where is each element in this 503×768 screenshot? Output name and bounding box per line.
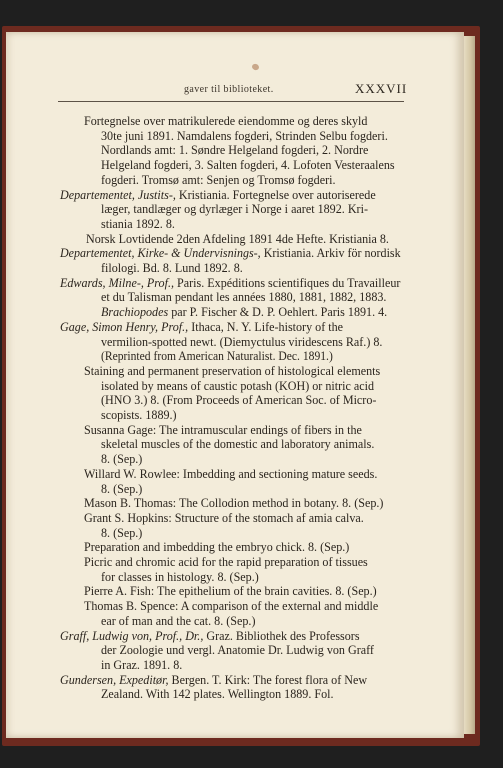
- text-line: [101, 481, 146, 497]
- text-line: [101, 157, 401, 173]
- line-text: 30te juni 1891. Namdalens fogderi, Strinden Selbu fogderi.: [101, 128, 388, 143]
- line-text: Nordlands amt: 1. Søndre Helgeland fogderi, 2. Nordre: [101, 143, 369, 158]
- text-line: [84, 466, 401, 482]
- line-text: (Reprinted from American Naturalist. Dec. 1891.): [101, 349, 333, 364]
- text-line: [101, 686, 391, 702]
- line-text: Ithaca, N. Y. Life-history of the: [188, 319, 344, 334]
- text-line: [86, 231, 401, 247]
- line-text: 8. (Sep.): [101, 452, 143, 467]
- text-line: [101, 260, 279, 276]
- line-text: scopists. 1889.): [101, 408, 177, 422]
- line-text: skeletal muscles of the domestic and laboratory animals.: [101, 437, 375, 452]
- text-line: [84, 510, 401, 526]
- text-line: [101, 348, 333, 364]
- line-text: fogderi. Tromsø amt: Senjen og Tromsø fogderi.: [101, 172, 336, 187]
- line-text: der Zoologie und vergl. Anatomie Dr. Ludwig von Graff: [101, 643, 374, 658]
- text-line: [101, 569, 286, 585]
- line-text: Helgeland fogderi, 3. Salten fogderi, 4. Lofoten Vesteraalens: [101, 158, 395, 173]
- author-name: Edwards, Milne-, Prof.,: [60, 275, 174, 290]
- text-line: [101, 613, 291, 629]
- line-text: Bergen. T. Kirk: The forest flora of New: [168, 672, 368, 687]
- text-line: [101, 304, 397, 320]
- text-line: [84, 363, 401, 379]
- text-line: [101, 289, 401, 305]
- line-text: 8. (Sep.): [101, 481, 143, 496]
- page-number: XXXVII: [355, 81, 408, 96]
- running-head: gaver til biblioteket.: [184, 84, 274, 95]
- line-text: filologi. Bd. 8. Lund 1892. 8.: [101, 261, 243, 275]
- author-name: Brachiopodes: [101, 305, 169, 320]
- text-line: [101, 142, 401, 158]
- line-text: par P. Fischer & D. P. Oehlert. Paris 1891. 4.: [168, 305, 388, 320]
- text-line: [60, 245, 399, 261]
- line-text: for classes in histology. 8. (Sep.): [101, 569, 259, 584]
- text-line: [84, 113, 401, 129]
- line-text: Fortegnelse over matrikulerede eiendomme og deres skyld: [84, 114, 368, 128]
- text-line: [101, 451, 146, 467]
- header-rule: [58, 101, 404, 102]
- line-text: in Graz. 1891. 8.: [101, 657, 183, 672]
- text-line: [84, 598, 401, 614]
- text-line: [101, 172, 359, 188]
- text-line: [84, 554, 401, 570]
- line-text: vermilion-spotted newt. (Diemyctulus viridescens Raf.) 8.: [101, 334, 383, 349]
- author-name: Gundersen, Expeditør,: [60, 672, 169, 687]
- page-edge: [464, 36, 475, 734]
- line-text: 8. (Sep.): [101, 525, 143, 540]
- line-text: Kristiania. Fortegnelse over autoriserede: [175, 187, 376, 202]
- line-text: (HNO 3.) 8. (From Proceeds of American Soc. of Micro-: [101, 393, 377, 408]
- text-line: [84, 539, 374, 555]
- text-line: [60, 672, 401, 688]
- author-name: Gage, Simon Henry, Prof.,: [60, 319, 189, 334]
- text-line: [101, 334, 401, 350]
- text-line: [84, 495, 401, 511]
- line-text: Susanna Gage: The intramuscular endings of fibers in the: [84, 422, 362, 437]
- line-text: Zealand. With 142 plates. Wellington 1889. Fol.: [101, 687, 334, 702]
- author-name: Graff, Ludwig von, Prof., Dr.,: [60, 628, 204, 643]
- author-name: Departementet, Justits-,: [60, 187, 176, 202]
- line-text: Mason B. Thomas: The Collodion method in botany. 8. (Sep.): [84, 496, 384, 511]
- line-text: læger, tandlæger og dyrlæger i Norge i aaret 1892. Kri-: [101, 202, 368, 217]
- text-line: [60, 275, 401, 291]
- text-line: [101, 642, 401, 658]
- line-text: Kristiania. Arkiv för nordisk: [260, 246, 401, 261]
- text-line: [101, 216, 211, 232]
- text-line: [101, 201, 401, 217]
- text-line: [84, 583, 401, 599]
- text-line: [60, 319, 401, 335]
- line-text: Willard W. Rowlee: Imbedding and sectioning mature seeds.: [84, 466, 378, 481]
- text-line: [84, 422, 401, 438]
- line-text: et du Talisman pendant les années 1880, 1881, 1882, 1883.: [101, 290, 387, 305]
- line-text: ear of man and the cat. 8. (Sep.): [101, 613, 256, 628]
- line-text: isolated by means of caustic potash (KOH) or nitric acid: [101, 378, 375, 393]
- line-text: Picric and chromic acid for the rapid preparation of tissues: [84, 555, 368, 569]
- text-line: [101, 392, 401, 408]
- text-line: [101, 436, 401, 452]
- line-text: Staining and permanent preservation of histological elements: [84, 363, 381, 378]
- line-text: Pierre A. Fish: The epithelium of the brain cavities. 8. (Sep.): [84, 584, 377, 599]
- text-line: [60, 628, 401, 644]
- text-line: [101, 378, 401, 394]
- author-name: Departementet, Kirke- & Undervisnings-,: [60, 246, 261, 261]
- line-text: Grant S. Hopkins: Structure of the stomach af amia calva.: [84, 510, 364, 525]
- line-text: Preparation and imbedding the embryo chick. 8. (Sep.): [84, 540, 350, 555]
- text-line: [101, 407, 185, 423]
- line-text: Thomas B. Spence: A comparison of the external and middle: [84, 599, 379, 614]
- line-text: stiania 1892. 8.: [101, 216, 175, 231]
- line-text: Norsk Lovtidende 2den Afdeling 1891 4de Hefte. Kristiania 8.: [86, 231, 389, 246]
- line-text: Paris. Expéditions scientifiques du Travailleur: [174, 275, 401, 290]
- line-text: Graz. Bibliothek des Professors: [203, 628, 360, 643]
- text-line: [101, 525, 146, 541]
- text-line: [101, 128, 401, 144]
- text-line: [60, 187, 401, 203]
- text-line: [101, 657, 211, 673]
